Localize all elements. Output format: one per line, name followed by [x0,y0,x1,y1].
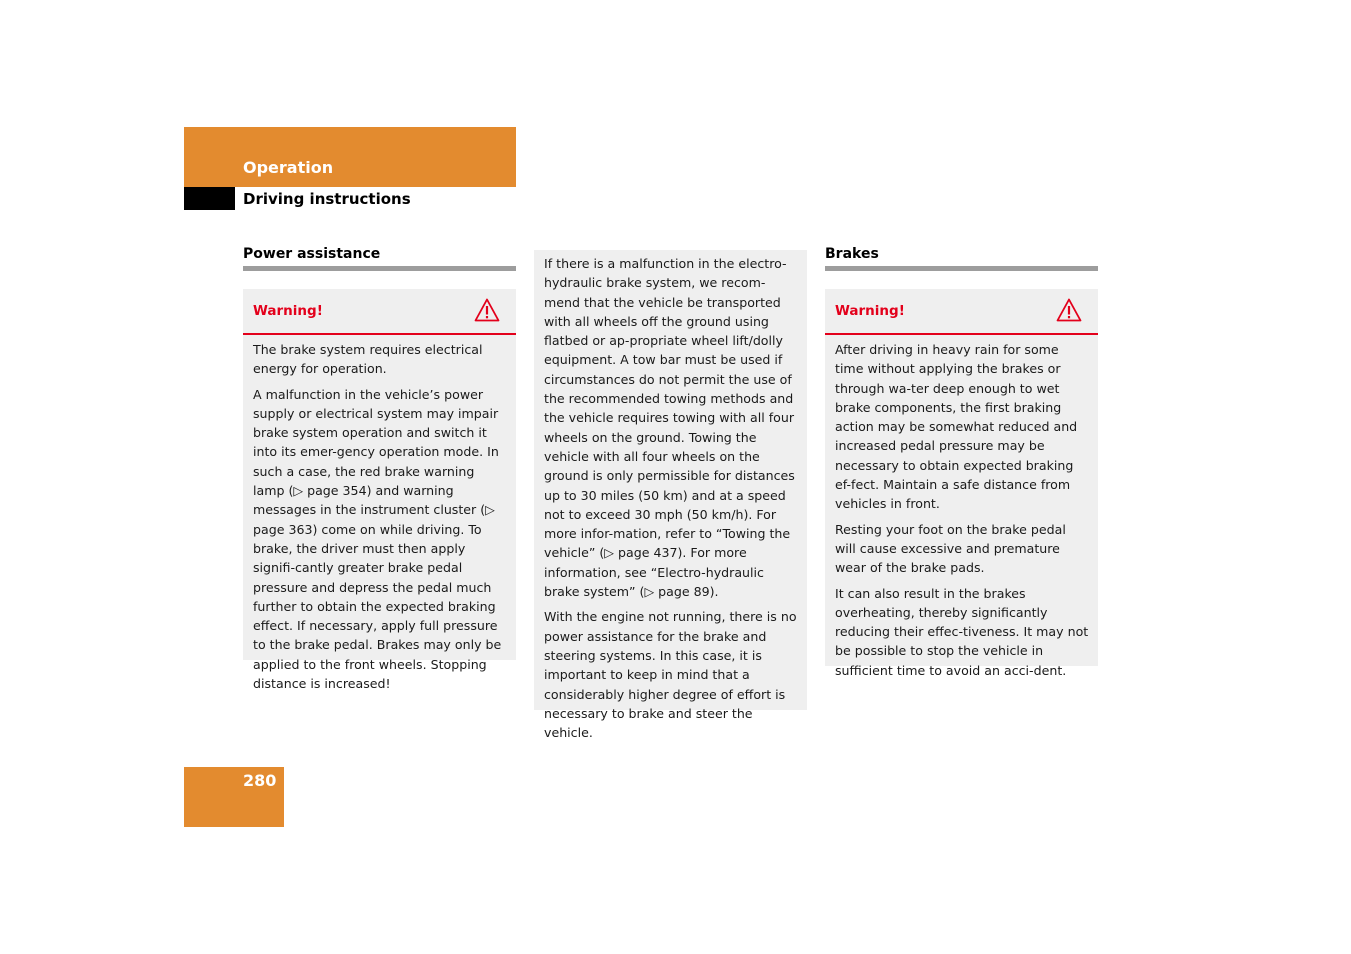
paragraph: A malfunction in the vehicle’s power supply or electrical system may impair brake system operation and switch it into its emer-gency operation mode. In such a case, the red brake warning lamp (▷ page 354) and warning messages in the instrument cluster (▷ page 363) come on while driving. To brake, the driver must then apply signifi-cantly greater brake pedal pressure and depress the pedal much further to obtain the expected braking effect. If necessary, apply full pressure to the brake pedal. Brakes may only be applied to the front wheels. Stopping distance is increased! [253,386,502,692]
paragraph: The brake system requires electrical energy for operation. [253,342,483,377]
warning-label: Warning! [253,303,323,319]
warning-triangle-icon [474,298,500,322]
warning-label: Warning! [835,303,905,319]
towing-info-box [534,250,807,741]
warning-header [243,289,516,335]
chapter-header-band [184,127,516,187]
page-number: 280 [243,771,277,790]
paragraph: It can also result in the brakes overheating, thereby significantly reducing their effec-tiveness. It may not be possible to stop the vehicle in sufficient time to avoid an acci-dent. [835,585,1089,678]
section-title: Driving instructions [243,190,411,208]
paragraph: If there is a malfunction in the electro-hydraulic brake system, we recom-mend that the vehicle be transported with all wheels off the ground using flatbed or ap-propriate wheel lift/dolly equipment. A tow bar must be used if circumstances do not permit the use of the recommended towing methods and the vehicle requires towing with all four wheels on the ground. Towing the vehicle with all four wheels on the ground is only permissible for distances up to 30 miles (50 km) and at a speed not to exceed 30 mph (50 km/h). For more infor-mation, refer to “Towing the vehicle” (▷ page 437). For more information, see “Electro-hydraulic brake system” (▷ page 89). [544,256,795,600]
power-assistance-heading: Power assistance [243,246,381,262]
warning-header [825,289,1098,335]
section-marker-tab [184,187,235,210]
warning-body [825,335,1098,688]
heading-rule [825,266,1098,271]
heading-rule [243,266,516,271]
brakes-warning-box [825,289,1098,678]
paragraph: With the engine not running, there is no power assistance for the brake and steering systems. In this case, it is important to keep in mind that a considerably higher degree of effort is necessary to brake and steer the vehicle. [544,609,797,741]
warning-body [243,335,516,701]
paragraph: Resting your foot on the brake pedal will cause excessive and premature wear of the brake pads. [835,521,1066,576]
power-assistance-warning-box [243,289,516,692]
warning-triangle-icon [1056,298,1082,322]
paragraph: After driving in heavy rain for some time without applying the brakes or through wa-ter deep enough to wet brake components, the first braking action may be somewhat reduced and increased pedal pressure may be necessary to obtain expected braking ef-fect. Maintain a safe distance from vehicles in front. [835,342,1078,512]
chapter-title: Operation [243,158,334,177]
brakes-heading: Brakes [825,246,879,262]
